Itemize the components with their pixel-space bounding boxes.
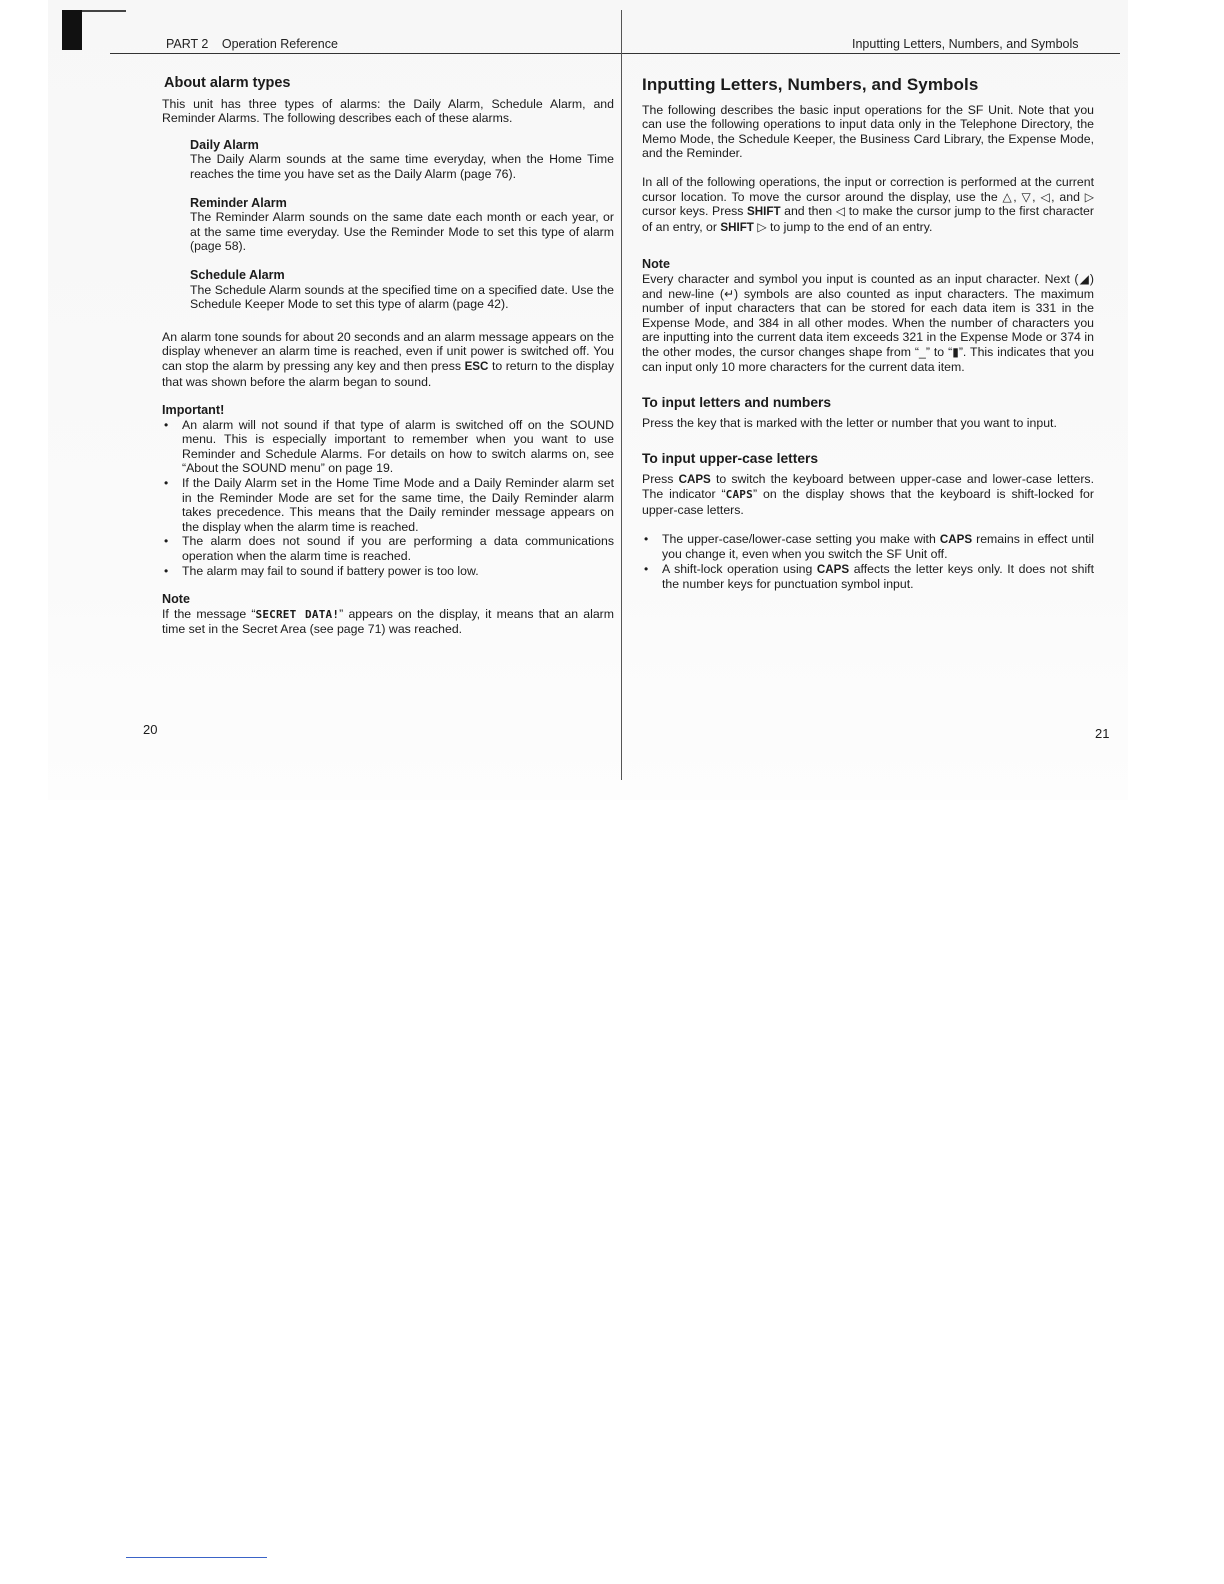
left-page-content [162, 76, 614, 637]
secret-data-message: SECRET DATA! [255, 607, 340, 621]
crop-mark [62, 10, 82, 50]
list-item: • If the Daily Alarm set in the Home Time Mode and a Daily Reminder alarm set in the Reminder Mode are set for the same time, the Daily Reminder alarm takes precedence. This means that the Daily reminder message appears on the display when the alarm time is reached. [182, 476, 614, 534]
reminder-alarm-text: The Reminder Alarm sounds on the same date each month or each year, or at the same time everyday. Use the Reminder Mode to set this type of alarm (page 58). [190, 210, 614, 254]
running-header-left [166, 37, 338, 51]
page-gutter [621, 10, 622, 780]
header-section: Operation Reference [221, 37, 338, 51]
letters-numbers-heading: To input letters and numbers [642, 395, 832, 411]
daily-alarm-title: Daily Alarm [190, 137, 259, 152]
newline-symbol-icon: ↵ [723, 286, 735, 301]
crop-mark-line [82, 10, 126, 12]
cursor-paragraph: In all of the following operations, the input or correction is performed at the current cursor location. To move the cursor around the display, use the △, ▽, ◁, and ▷ cursor keys. Press SHIFT and then ◁ to make the cursor jump to the first character of an entry, or SHIFT ▷ to jump to the end of an entry. [642, 174, 1095, 234]
page-number-left: 20 [143, 722, 158, 737]
left-arrow-icon: ◁ [1040, 189, 1052, 204]
footer-rule [126, 1557, 267, 1558]
next-symbol-icon: ◢ [1078, 271, 1090, 286]
caps-key: CAPS [678, 472, 711, 486]
letters-numbers-text: Press the key that is marked with the letter or number that you want to input. [642, 415, 1057, 430]
block-cursor-icon: ▮ [952, 344, 959, 359]
daily-alarm-block [190, 138, 614, 182]
upper-case-list [642, 532, 1094, 592]
up-arrow-icon: △ [1002, 189, 1014, 204]
important-list [162, 418, 614, 579]
character-count-note: Every character and symbol you input is counted as an input character. Next (◢) and new-line (↵) symbols are also counted as input characters. The maximum number of input characters that can be stored for each data item is 331 in the Expense Mode, and 384 in all other modes. When the number of characters you are inputting into the current data item exceeds 321 in the Expense Mode or 374 in the other modes, the cursor changes shape from “_” to “▮”. This indicates that you can input only 10 more characters for the current data item. [642, 271, 1095, 374]
section-heading-alarm-types: About alarm types [164, 75, 291, 91]
list-item: • An alarm will not sound if that type of alarm is switched off on the SOUND menu. This is especially important to remember when you want to use Reminder and Schedule Alarms. For details on how to switch alarms on, see “About the SOUND menu” on page 19. [182, 418, 614, 476]
schedule-alarm-text: The Schedule Alarm sounds at the specified time on a specified date. Use the Schedule Keeper Mode to set this type of alarm (page 42). [190, 282, 614, 312]
upper-case-text: Press CAPS to switch the keyboard between upper-case and lower-case letters. The indicator “CAPS” on the display shows that the keyboard is shift-locked for upper-case letters. [642, 471, 1094, 518]
alarm-tone-paragraph: An alarm tone sounds for about 20 seconds and an alarm message appears on the display whenever an alarm time is reached, even if unit power is switched off. You can stop the alarm by pressing any key and then press ESC to return to the display that was shown before the alarm began to sound. [162, 329, 615, 389]
daily-alarm-text: The Daily Alarm sounds at the same time everyday, when the Home Time reaches the time you have set as the Daily Alarm (page 76). [190, 152, 614, 181]
esc-key: ESC [464, 359, 489, 373]
header-part: PART 2 [166, 37, 209, 51]
upper-case-heading: To input upper-case letters [642, 451, 819, 467]
shift-key: SHIFT [720, 220, 754, 234]
note-heading-right: Note [642, 257, 670, 272]
schedule-alarm-title: Schedule Alarm [190, 267, 285, 282]
running-header-right: Inputting Letters, Numbers, and Symbols [852, 37, 1079, 51]
reminder-alarm-title: Reminder Alarm [190, 195, 287, 210]
alarm-types-intro: This unit has three types of alarms: the Daily Alarm, Schedule Alarm, and Reminder Alarms. The following describes each of these alarms. [162, 96, 614, 126]
page-title: Inputting Letters, Numbers, and Symbols [642, 75, 979, 94]
header-rule-right [622, 53, 1120, 54]
right-page-content [642, 76, 1094, 592]
reminder-alarm-block [190, 196, 614, 254]
right-arrow-icon: ▷ [1084, 189, 1095, 204]
down-arrow-icon: ▽ [1021, 189, 1033, 204]
page-number-right: 21 [1095, 726, 1110, 741]
note-heading-left: Note [162, 592, 190, 607]
caps-key: CAPS [939, 532, 973, 546]
right-arrow-icon: ▷ [757, 219, 767, 234]
list-item: • A shift-lock operation using CAPS affects the letter keys only. It does not shift the number keys for punctuation symbol input. [662, 562, 1094, 592]
caps-key: CAPS [816, 562, 850, 576]
secret-data-note: If the message “SECRET DATA!” appears on the display, it means that an alarm time set in the Secret Area (see page 71) was reached. [162, 606, 614, 637]
schedule-alarm-block [190, 268, 614, 312]
shift-key: SHIFT [747, 205, 781, 219]
list-item: • The alarm may fail to sound if battery power is too low. [182, 564, 614, 579]
list-item: • The upper-case/lower-case setting you make with CAPS remains in effect until you change it, even when you switch the SF Unit off. [662, 532, 1094, 562]
left-arrow-icon: ◁ [835, 204, 846, 219]
list-item: • The alarm does not sound if you are performing a data communications operation when the alarm time is reached. [182, 534, 614, 563]
header-rule-left [110, 53, 622, 54]
input-intro: The following describes the basic input operations for the SF Unit. Note that you can use the following operations to input data only in the Telephone Directory, the Memo Mode, the Schedule Keeper, the Business Card Library, the Expense Mode, and the Reminder. [642, 102, 1094, 161]
caps-indicator: CAPS [725, 488, 753, 502]
important-heading: Important! [162, 403, 225, 418]
